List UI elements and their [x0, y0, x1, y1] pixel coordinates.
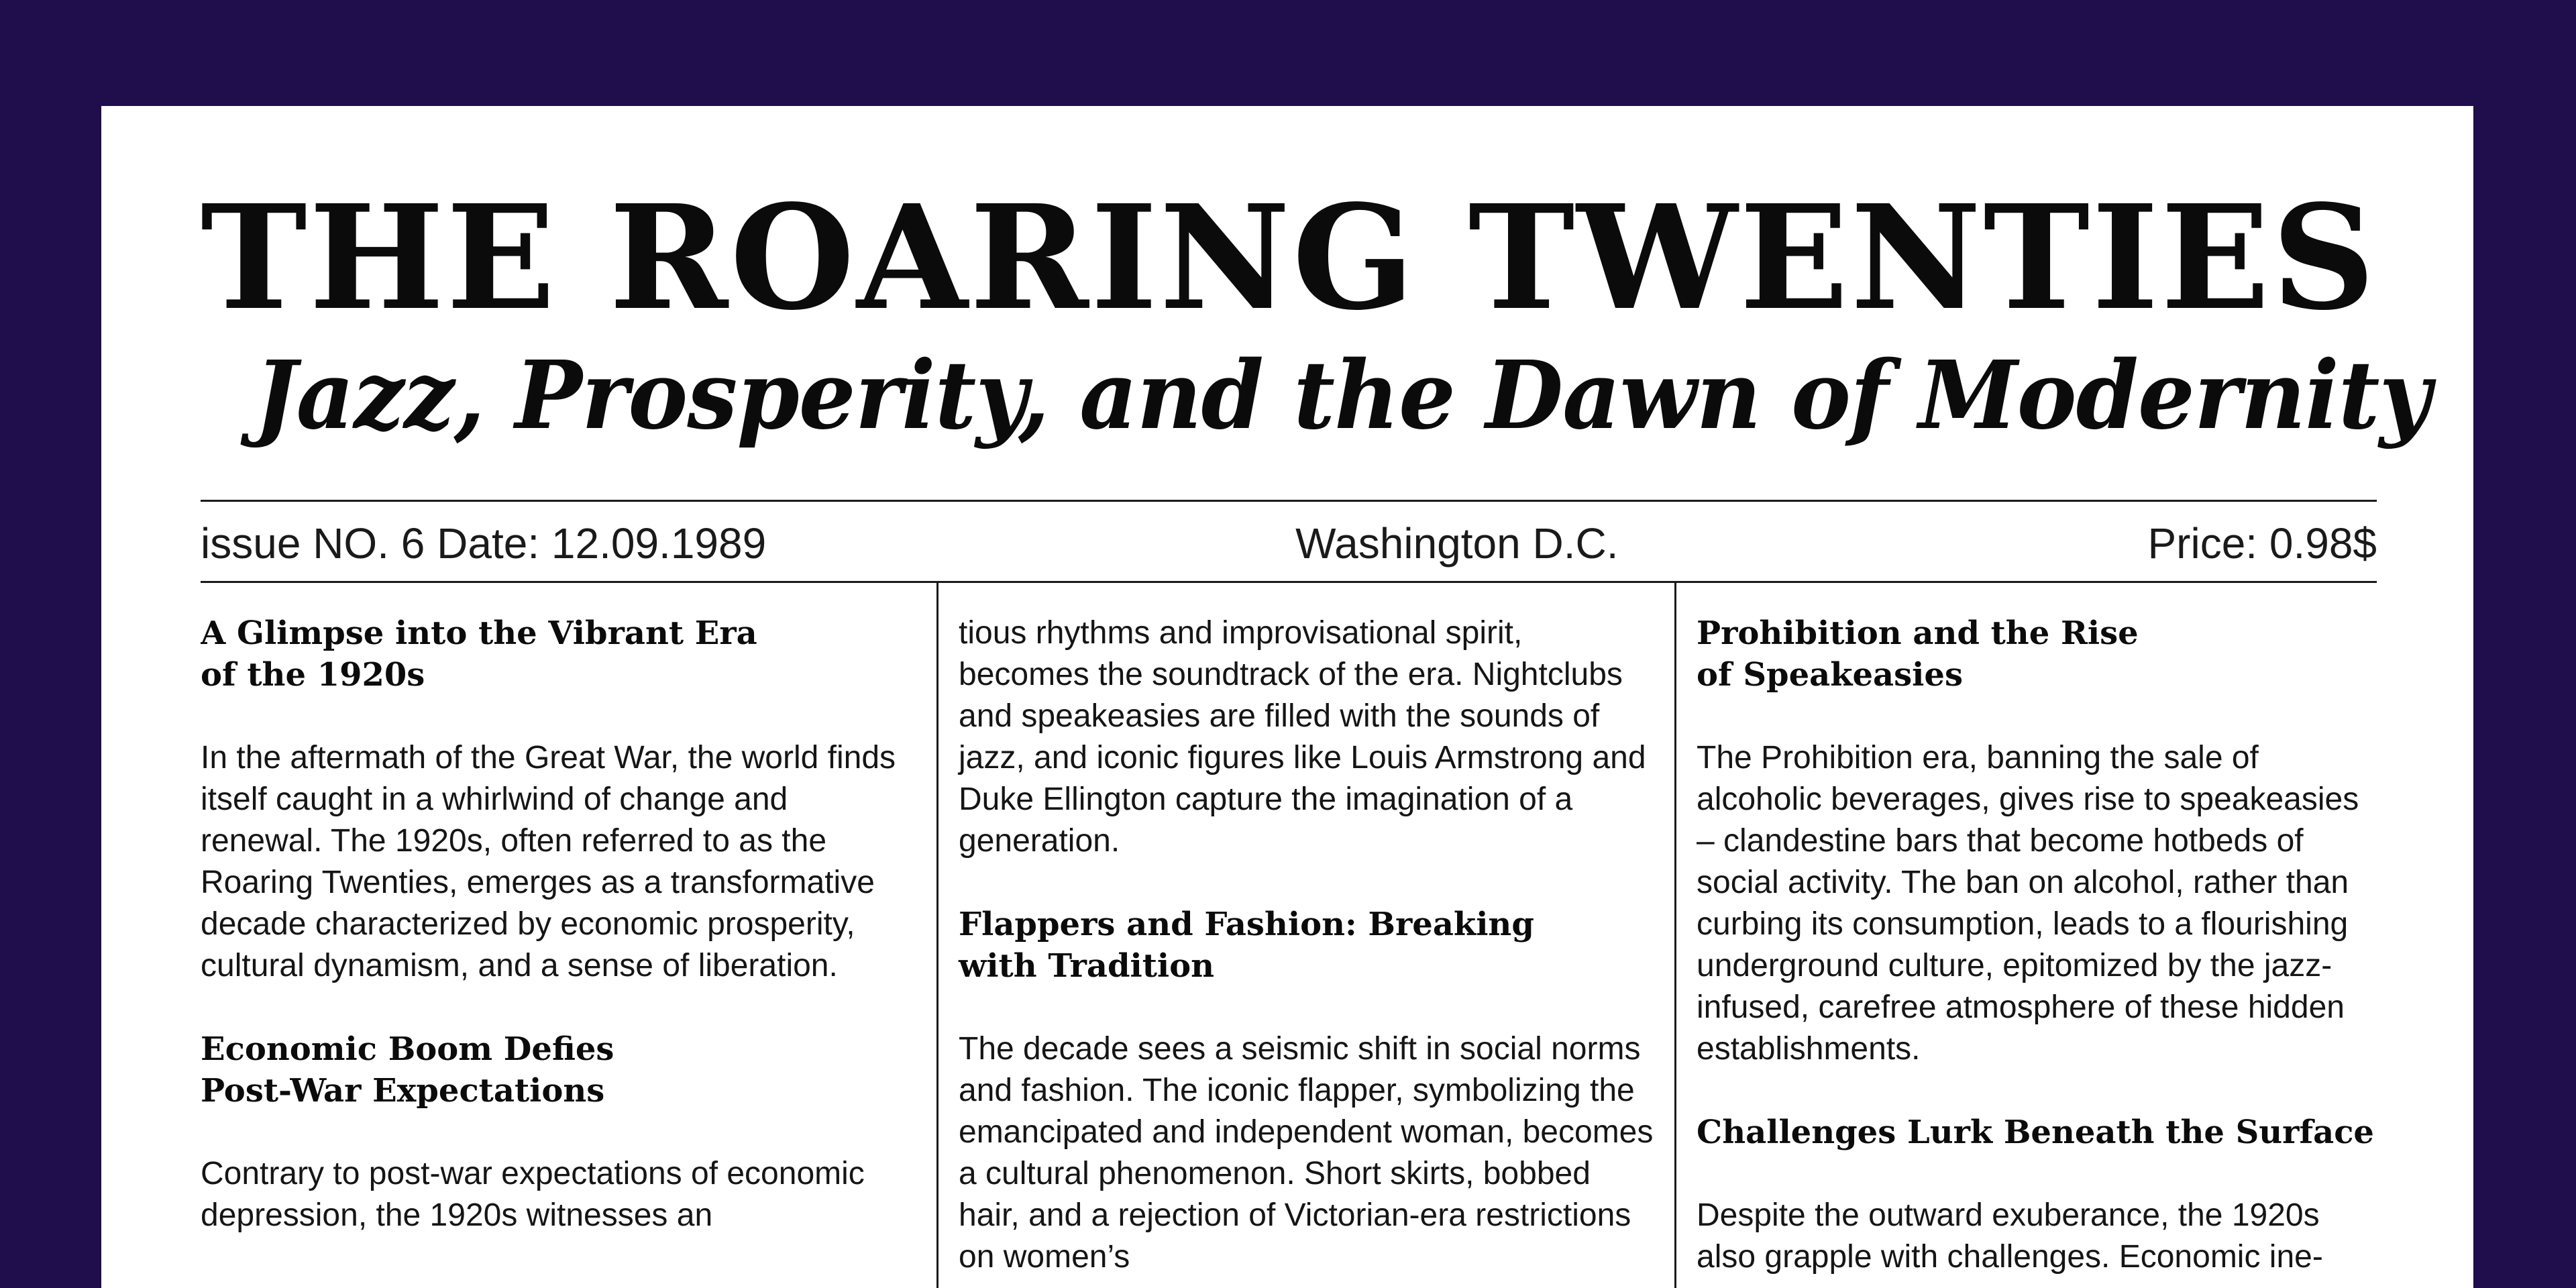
spacer: [201, 1112, 916, 1153]
spacer: [1697, 1153, 2377, 1195]
heading-line: of Speakeasies: [1697, 656, 1963, 694]
heading-line: Flappers and Fashion: Breaking: [959, 906, 1534, 943]
dateline: [201, 510, 2377, 577]
price: Price: 0.98$: [2147, 519, 2377, 568]
article-heading-glimpse: [201, 612, 916, 696]
heading-line: Economic Boom Defies: [201, 1030, 614, 1068]
heading-line: of the 1920s: [201, 656, 425, 694]
spacer: [201, 696, 916, 737]
masthead-subtitle: Jazz, Prosperity, and the Dawn of Modernity: [254, 341, 2431, 451]
article-paragraph: In the aftermath of the Great War, the world finds itself caught in a whirlwind of change and renewal. The 1920s, often referred to as the Roaring Twenties, emerges as a transformative decade characterized by economic prosperity, cultural dynamism, and a sense of liberation.: [201, 740, 896, 983]
article-paragraph: The Prohibition era, banning the sale of alcoholic beverages, gives rise to speakeasies – clandestine bars that become hotbeds of social activity. The ban on alcohol, rather than curbing its consumption, leads to a flourishing underground culture, epitomized by the jazz-infused, carefree atmosphere of these hidden establishments.: [1697, 740, 2359, 1067]
article-columns: [201, 583, 2377, 1288]
article-paragraph: tious rhythms and improvisational spirit, becomes the soundtrack of the era. Nightclubs and speakeasies are filled with the sounds of jazz, and iconic figures like Louis Armstrong and Duke Ellington capture the imagination of a generation.: [959, 615, 1646, 859]
heading-line: Prohibition and the Rise: [1697, 614, 2139, 652]
column-2: [938, 583, 1676, 1288]
column-1: [201, 583, 938, 1288]
spacer: [959, 862, 1654, 904]
spacer: [1697, 696, 2377, 737]
newspaper-page: [101, 106, 2473, 1288]
article-heading-prohibition: [1697, 612, 2377, 696]
top-rule: [201, 500, 2377, 502]
column-3: [1676, 583, 2377, 1288]
article-heading-flappers: [959, 904, 1654, 987]
heading-line: with Tradition: [959, 947, 1215, 985]
heading-line: Post-War Expectations: [201, 1072, 605, 1110]
spacer: [201, 987, 916, 1028]
heading-line: A Glimpse into the Vibrant Era: [201, 614, 757, 652]
article-paragraph: The decade sees a seismic shift in social norms and fashion. The iconic flapper, symbolizing the emancipated and independent woman, becomes a cultural phenomenon. Short skirts, bobbed hair, and a rejection of Victorian-era restrictions on women’s: [959, 1031, 1654, 1275]
spacer: [959, 987, 1654, 1028]
issue-date: issue NO. 6 Date: 12.09.1989: [201, 519, 767, 568]
masthead-title: THE ROARING TWENTIES: [201, 174, 2377, 342]
location: Washington D.C.: [1295, 519, 1619, 568]
article-heading-economic-boom: [201, 1028, 916, 1112]
article-paragraph: Despite the outward exuberance, the 1920s also grapple with challenges. Economic ine-: [1697, 1197, 2323, 1275]
spacer: [1697, 1070, 2377, 1112]
article-heading-challenges: Challenges Lurk Beneath the Surface: [1697, 1114, 2374, 1151]
article-paragraph: Contrary to post-war expectations of economic depression, the 1920s witnesses an: [201, 1156, 865, 1233]
